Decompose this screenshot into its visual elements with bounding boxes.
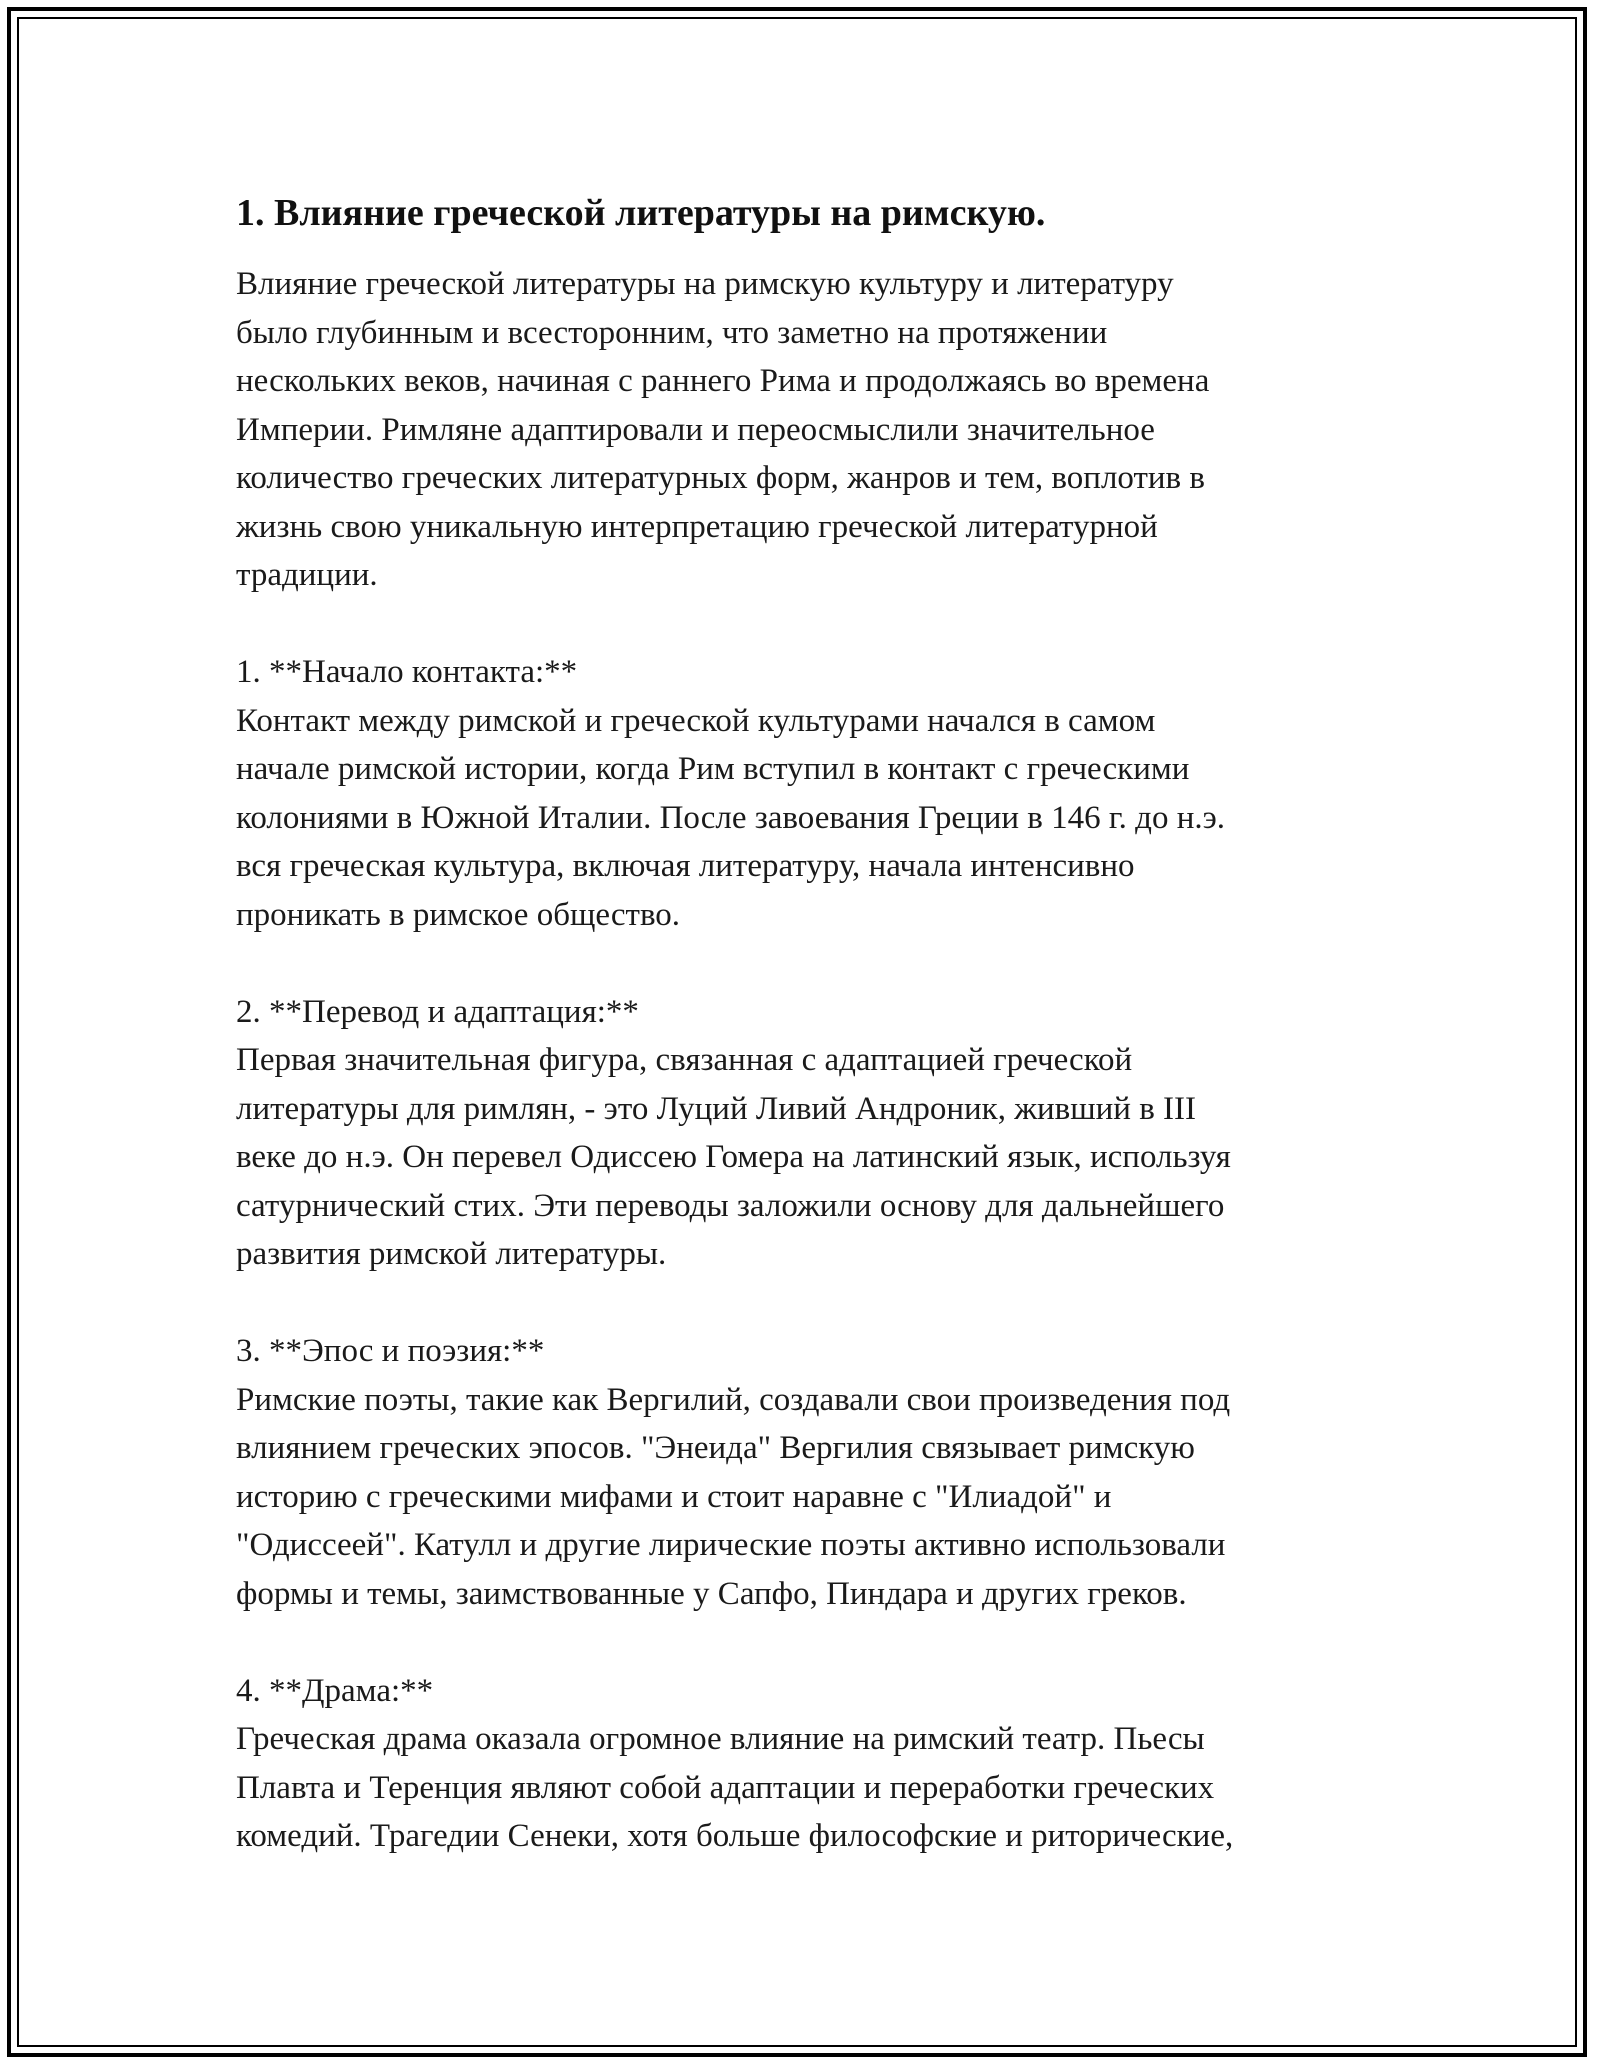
section-translation [236, 988, 1366, 1279]
section-body: Греческая драма оказала огромное влияние на римский театр. Пьесы Плавта и Теренция являют собой адаптации и переработки греческих комедий. Трагедии Сенеки, хотя больше философские и риторические, [236, 1721, 1234, 1854]
section-drama [236, 1667, 1366, 1861]
intro-paragraph: Влияние греческой литературы на римскую культуру и литературу было глубинным и всесторонним, что заметно на протяжении нескольких веков, начиная с раннего Рима и продолжаясь во времена Империи. Римляне адаптировали и переосмыслили значительное количество греческих литературных форм, жанров и тем, воплотив в жизнь свою уникальную интерпретацию греческой литературной традиции. [236, 266, 1210, 593]
document-heading: 1. Влияние греческой литературы на римскую. [236, 192, 1046, 234]
section-title: 3. **Эпос и поэзия:** [236, 1333, 545, 1369]
section-epic-poetry [236, 1327, 1366, 1618]
section-title: 4. **Драма:** [236, 1672, 434, 1709]
section-body: Первая значительная фигура, связанная с адаптацией греческой литературы для римлян, - это Луций Ливий Андроник, живший в III веке до н.э. Он перевел Одиссею Гомера на латинский язык, используя сатурнический стих. Эти переводы заложили основу для дальнейшего развития римской литературы. [236, 1042, 1231, 1272]
document-page [236, 188, 1366, 1861]
section-body: Контакт между римской и греческой культурами начался в самом начале римской истории, когда Рим вступил в контакт с греческими колониями в Южной Италии. После завоевания Греции в 146 г. до н.э. вся греческая культура, включая литературу, начала интенсивно проникать в римское общество. [236, 702, 1226, 933]
section-title: 2. **Перевод и адаптация:** [236, 993, 639, 1030]
section-body: Римские поэты, такие как Вергилий, создавали свои произведения под влиянием греческих эпосов. "Энеида" Вергилия связывает римскую историю с греческими мифами и стоит наравне с "Илиадой" и "Одиссеей". Катулл и другие лирические поэты активно использовали формы и темы, заимствованные у Сапфо, Пиндара и других греков. [236, 1381, 1231, 1612]
section-contact [236, 648, 1366, 939]
section-title: 1. **Начало контакта:** [236, 654, 578, 690]
